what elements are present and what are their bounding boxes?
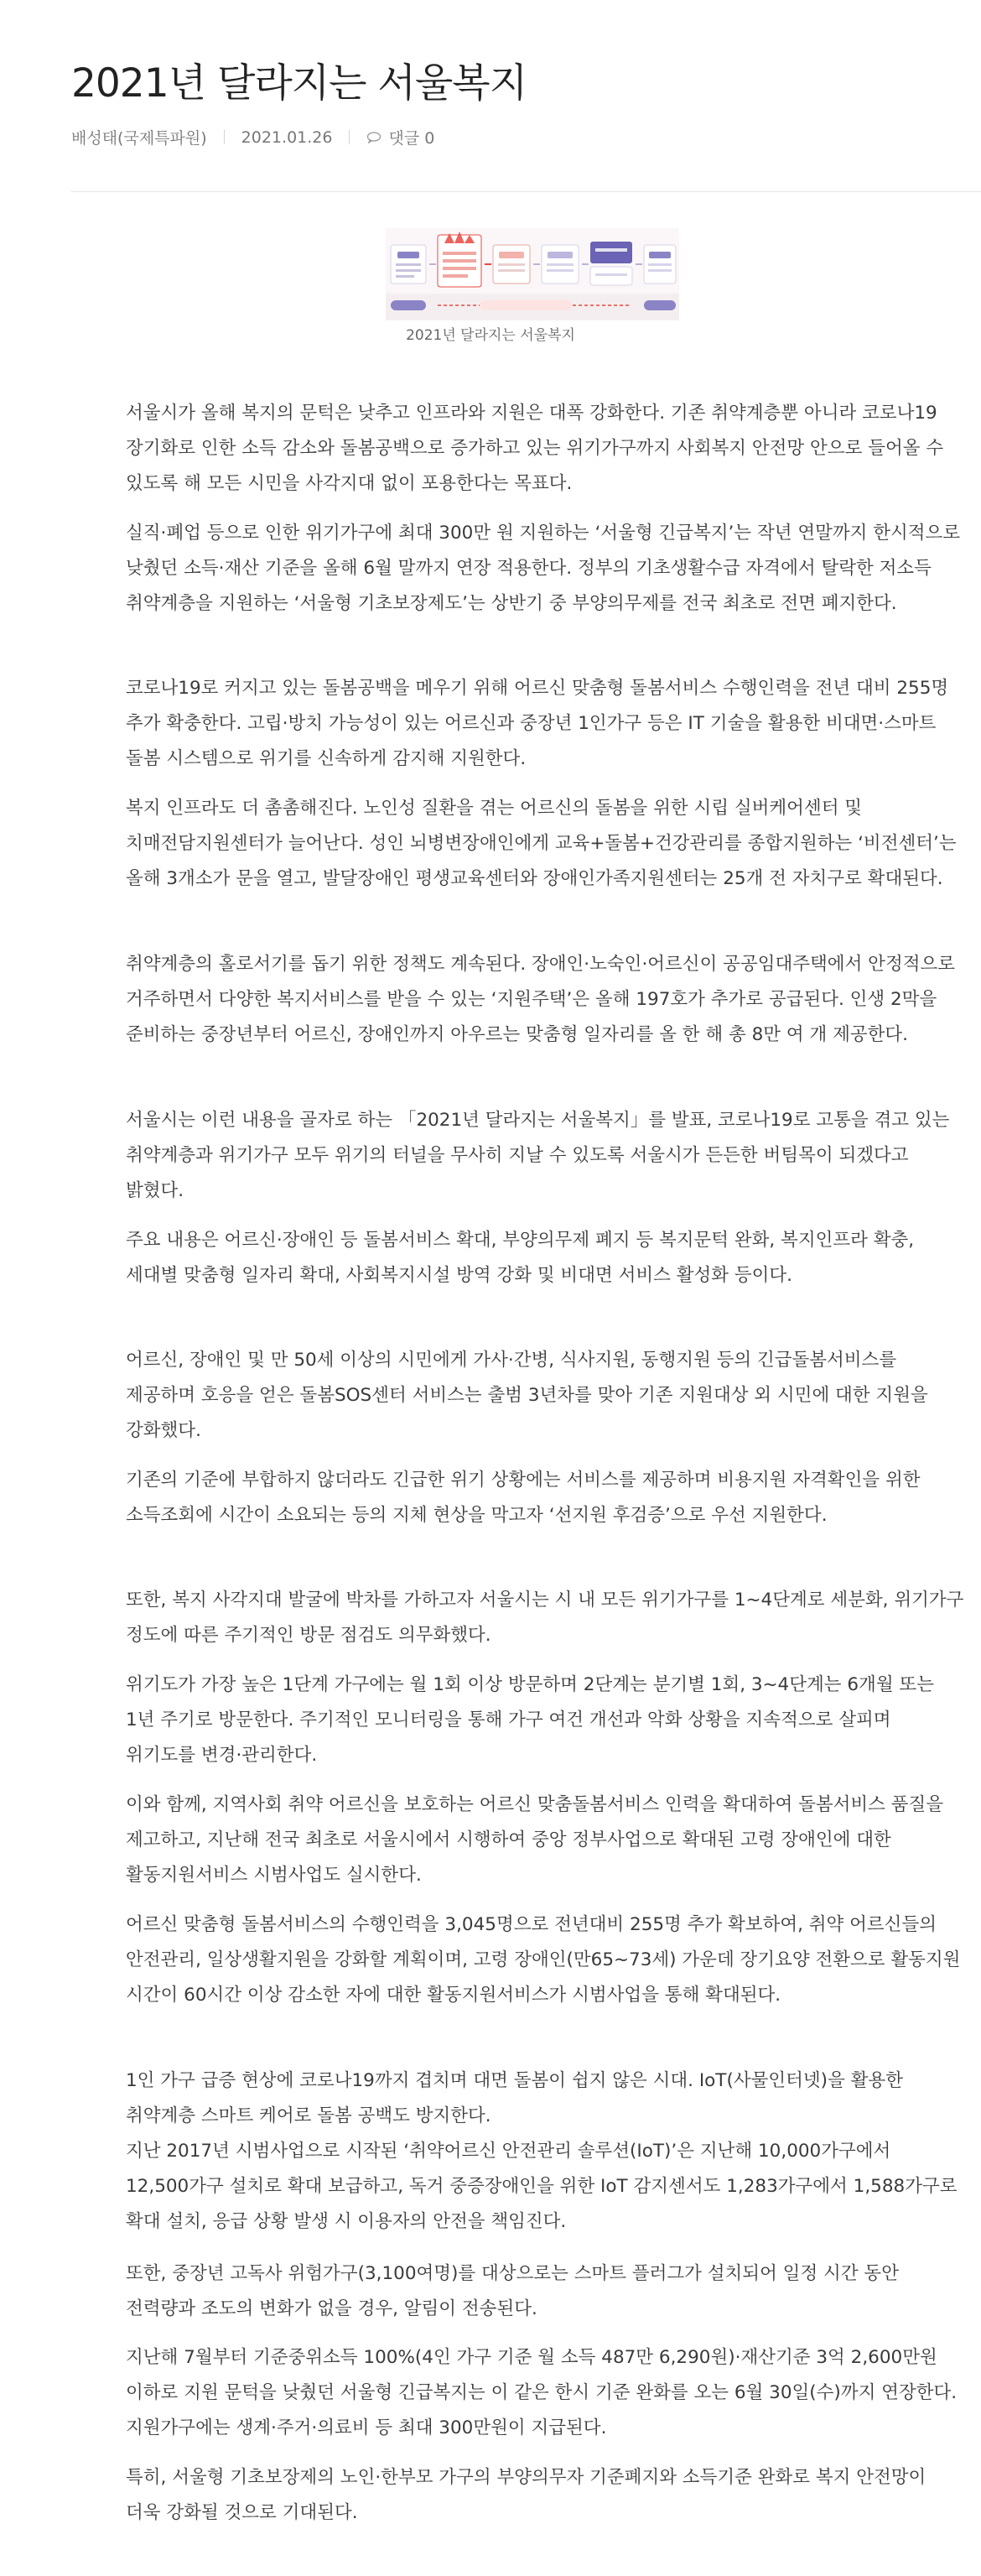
speech-bubble-icon (366, 132, 382, 143)
comment-count: 댓글 0 (388, 129, 435, 148)
welfare-infographic-image (386, 228, 679, 320)
comment-link[interactable] (366, 126, 434, 148)
body-paragraph: 또한, 복지 사각지대 발굴에 박차를 가하고자 서울시는 시 내 모든 위기가구를 1~4단계로 세분화, 위기가구 정도에 따른 주기적인 방문 점검도 의무화했다. (126, 1590, 964, 1646)
body-paragraph: 특히, 서울형 기초보장제의 노인·한부모 가구의 부양의무자 기준폐지와 소득기준 완화로 복지 안전망이 더욱 강화될 것으로 기대된다. (126, 2467, 926, 2523)
body-paragraph: 지난해 7월부터 기준중위소득 100%(4인 가구 기준 월 소득 487만 6,290원)·재산기준 3억 2,600만원 이하로 지원 문턱을 낮췄던 서울형 긴급복지는 이 같은 한시 기준 완화를 오는 6월 30일(수)까지 연장한다. 지원가구에는 생계·주거·의료비 등 최대 300만원이 지급된다. (126, 2347, 958, 2438)
body-paragraph: 서울시가 올해 복지의 문턱은 낮추고 인프라와 지원은 대폭 강화한다. 기존 취약계층뿐 아니라 코로나19 장기화로 인한 소득 감소와 돌봄공백으로 증가하고 있는 위기가구까지 사회복지 안전망 안으로 들어올 수 있도록 해 모든 시민을 사각지대 없이 포용한다는 목표다. (126, 403, 944, 494)
body-paragraph: 기존의 기준에 부합하지 않더라도 긴급한 위기 상황에는 서비스를 제공하며 비용지원 자격확인을 위한 소득조회에 시간이 소요되는 등의 지체 현상을 막고자 ‘선지원 후검증’으로 우선 지원한다. (126, 1470, 921, 1526)
body-paragraph: 실직·폐업 등으로 인한 위기가구에 최대 300만 원 지원하는 ‘서울형 긴급복지’는 작년 연말까지 한시적으로 낮췄던 소득·재산 기준을 올해 6월 말까지 연장 적용한다. 정부의 기초생활수급 자격에서 탈락한 저소득 취약계층을 지원하는 ‘서울형 기초보장제도’는 상반기 중 부양의무제를 전국 최초로 전면 폐지한다. (126, 523, 961, 614)
header-divider (71, 191, 981, 192)
author[interactable]: 배성태(국제특파원) (71, 129, 207, 148)
body-paragraph: 주요 내용은 어르신·장애인 등 돌봄서비스 확대, 부양의무제 폐지 등 복지문턱 완화, 복지인프라 확충, 세대별 맞춤형 일자리 확대, 사회복지시설 방역 강화 및 비대면 서비스 활성화 등이다. (126, 1230, 915, 1286)
body-paragraph: 어르신 맞춤형 돌봄서비스의 수행인력을 3,045명으로 전년대비 255명 추가 확보하여, 취약 어르신들의 안전관리, 일상생활지원을 강화할 계획이며, 고령 장애인(만65~73세) 가운데 장기요양 전환으로 활동지원 시간이 60시간 이상 감소한 자에 대한 활동지원서비스가 시범사업을 통해 확대된다. (126, 1914, 961, 2006)
meta-separator (349, 130, 350, 144)
meta-separator (224, 130, 225, 144)
body-paragraph: 어르신, 장애인 및 만 50세 이상의 시민에게 가사·간병, 식사지원, 동행지원 등의 긴급돌봄서비스를 제공하며 호응을 얻은 돌봄SOS센터 서비스는 출범 3년차를 맞아 기존 지원대상 외 시민에 대한 지원을 강화했다. (126, 1350, 928, 1441)
body-paragraph: 서울시는 이런 내용을 골자로 하는 「2021년 달라지는 서울복지」를 발표, 코로나19로 고통을 겪고 있는 취약계층과 위기가구 모두 위기의 터널을 무사히 지날 수 있도록 서울시가 든든한 버팀목이 되겠다고 밝혔다. (126, 1110, 950, 1201)
article-title: 2021년 달라지는 서울복지 (71, 60, 527, 107)
body-paragraph: 복지 인프라도 더 촘촘해진다. 노인성 질환을 겪는 어르신의 돌봄을 위한 시립 실버케어센터 및 치매전담지원센터가 늘어난다. 성인 뇌병변장애인에게 교육+돌봄+건강관리를 종합지원하는 ‘비전센터’는 올해 3개소가 문을 열고, 발달장애인 평생교육센터와 장애인가족지원센터는 25개 전 자치구로 확대된다. (126, 798, 957, 889)
body-paragraph: 위기도가 가장 높은 1단계 가구에는 월 1회 이상 방문하며 2단계는 분기별 1회, 3~4단계는 6개월 또는 1년 주기로 방문한다. 주기적인 모니터링을 통해 가구 여건 개선과 악화 상황을 지속적으로 살피며 위기도를 변경·관리한다. (126, 1674, 934, 1766)
body-paragraph: 또한, 중장년 고독사 위험가구(3,100여명)를 대상으로는 스마트 플러그가 설치되어 일정 시간 동안 전력량과 조도의 변화가 없을 경우, 알림이 전송된다. (126, 2263, 899, 2319)
article-meta (71, 126, 434, 148)
body-paragraph: 취약계층의 홀로서기를 돕기 위한 정책도 계속된다. 장애인·노숙인·어르신이 공공임대주택에서 안정적으로 거주하면서 다양한 복지서비스를 받을 수 있는 ‘지원주택’은 올해 197호가 추가로 공급된다. 인생 2막을 준비하는 중장년부터 어르신, 장애인까지 아우르는 맞춤형 일자리를 올 한 해 총 8만 여 개 제공한다. (126, 954, 956, 1045)
image-caption: 2021년 달라지는 서울복지 (406, 327, 575, 344)
publish-date: 2021.01.26 (241, 127, 333, 147)
body-paragraph: 코로나19로 커지고 있는 돌봄공백을 메우기 위해 어르신 맞춤형 돌봄서비스 수행인력을 전년 대비 255명 추가 확충한다. 고립·방치 가능성이 있는 어르신과 중장년 1인가구 등은 IT 기술을 활용한 비대면·스마트 돌봄 시스템으로 위기를 신속하게 감지해 지원한다. (126, 678, 949, 769)
body-paragraph: 1인 가구 급증 현상에 코로나19까지 겹치며 대면 돌봄이 쉽지 않은 시대. IoT(사물인터넷)을 활용한 취약계층 스마트 케어로 돌봄 공백도 방지한다. 지난 2017년 시범사업으로 시작된 ‘취약어르신 안전관리 솔루션(IoT)’은 지난해 10,000가구에서 12,500가구 설치로 확대 보급하고, 독거 중증장애인을 위한 IoT 감지센서도 1,283가구에서 1,588가구로 확대 설치, 응급 상황 발생 시 이용자의 안전을 책임진다. (126, 2070, 958, 2232)
body-paragraph: 이와 함께, 지역사회 취약 어르신을 보호하는 어르신 맞춤돌봄서비스 인력을 확대하여 돌봄서비스 품질을 제고하고, 지난해 전국 최초로 서울시에서 시행하여 중앙 정부사업으로 확대된 고령 장애인에 대한 활동지원서비스 시범사업도 실시한다. (126, 1794, 944, 1886)
